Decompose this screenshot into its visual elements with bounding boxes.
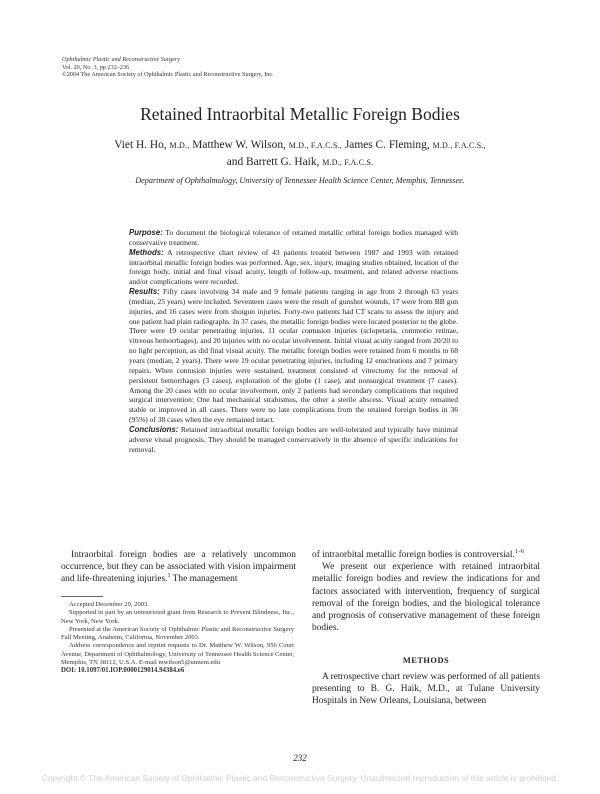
- intro-text: Intraorbital foreign bodies are a relatively uncommon occurrence, but they can be associated with vision impairment and life-threatening injuries.: [61, 550, 296, 585]
- footnote-doi: DOI: 10.1097/01.IOP.0000129014.94384.e6: [61, 667, 185, 675]
- author-degree: M.D., F.A.C.S.: [322, 158, 374, 167]
- results-label: Results:: [129, 287, 160, 297]
- conclusions-label: Conclusions:: [129, 424, 179, 434]
- footnote-presented: Presented at the American Society of Ophthalmic Plastic and Reconstructive Surgery Fall Meeting, Anaheim, California, November 2003.: [61, 625, 294, 642]
- footnote-accepted: Accepted December 29, 2003.: [69, 601, 150, 608]
- abstract: [119, 228, 458, 454]
- results-text: Fifty cases involving 34 male and 9 female patients ranging in age from 2 through 63 years (median, 25 years) were included. Seventeen cases were the result of gunshot wounds, 17 were from BB gun injuries, and 16 cases were from shotgun injuries. Forty-two patients had CT scans to assess the injury and one patient had plain radiographs. In 37 cases, the metallic foreign bodies were located posterior to the globe. There were 19 ocular penetrating injuries, 11 ocular contusion injuries (sclopetaria, commotio retinae, vitreous hemorrhages), and 20 injuries with no ocular involvement. Initial visual acuity ranged from 20/20 to no light perception, as did final visual acuity. The metallic foreign bodies were retained from 6 months to 68 years (median, 2 years). There were 19 ocular penetrating injuries, including 12 enucleations and 7 primary repairs. When contusion injuries were sustained, treatment consisted of vitrectomy for the removal of persistent hemorrhages (3 cases), exploration of the globe (1 case), and nonsurgical treatment (7 cases). Among the 20 cases with no ocular involvement, only 2 patients had secondary complications that required surgical intervention: One had mechanical strabismus, the other a sterile abscess. Visual acuity remained stable or improved in all cases. There were no late complications from the retained foreign bodies in 36 (95%) of 38 cases when the eye remained intact.: [129, 287, 459, 425]
- abstract-purpose: [119, 228, 458, 248]
- article-title: Retained Intraorbital Metallic Foreign Bodies: [140, 104, 460, 124]
- author-name: and Barrett G. Haik,: [226, 156, 320, 168]
- journal-header: [62, 56, 362, 79]
- affiliation: Department of Ophthalmology, University of Tennessee Health Science Center, Memphis, Tennessee.: [135, 176, 465, 185]
- purpose-text: To document the biological tolerance of retained metallic orbital foreign bodies managed with conservative treatment.: [129, 228, 458, 247]
- intro-left-column: [61, 549, 296, 586]
- author-degree: M.D., F.A.C.S.,: [432, 141, 486, 150]
- intro-paragraph-2: We present our experience with retained intraorbital metallic foreign bodies and review the indications for and factors associated with intervention, frequency of surgical removal of the foreign bodies, and the biological tolerance and prognosis of conservative management of these foreign bodies.: [312, 562, 540, 634]
- purpose-label: Purpose:: [129, 228, 163, 237]
- intro-continued-text: of intraorbital metallic foreign bodies is controversial.: [312, 550, 515, 560]
- methods-text: A retrospective chart review of 43 patients treated between 1987 and 1993 with retained intraorbital metallic foreign bodies was performed. Age, sex, injury, imaging studies obtained, location of the foreign body, initial and final visual acuity, length of follow-up, treatment, and related adverse reactions and/or complications were recorded.: [129, 247, 459, 287]
- intro-continuation: [312, 549, 540, 561]
- abstract-results: [119, 287, 458, 425]
- intro-right-column: [312, 549, 540, 634]
- footnote-support: Supported in part by an unrestricted grant from Research to Prevent Blindness, Inc., New York, New York.: [61, 609, 294, 625]
- author-degree: M.D., F.A.C.S.,: [288, 141, 343, 150]
- citation-superscript: 1: [167, 573, 171, 580]
- author-name: Matthew W. Wilson,: [192, 139, 286, 151]
- author-name: James C. Fleming,: [344, 139, 430, 151]
- copyright-watermark: Copyright © The American Society of Ophthalmic Plastic and Reconstructive Surgery. Unauthorized reproduction of this article is prohibited.: [41, 773, 559, 783]
- conclusions-text: Retained intraorbital metallic foreign bodies are well-tolerated and typically have minimal adverse visual prognosis. They should be managed conservatively in the absence of specific indications for removal.: [129, 424, 459, 454]
- journal-volume: Vol. 20, No. 3, pp 232–236: [62, 63, 130, 71]
- methods-column: [312, 671, 540, 708]
- methods-label: Methods:: [129, 247, 164, 257]
- methods-paragraph: A retrospective chart review was performed of all patients presenting to B. G. Haik, M.D., at Tulane University Hospitals in New Orleans, Louisiana, between: [312, 672, 540, 707]
- author-degree: M.D.,: [169, 141, 190, 150]
- page-number: 232: [293, 753, 307, 763]
- abstract-conclusions: [119, 425, 458, 455]
- author-list: [60, 137, 540, 171]
- methods-heading: METHODS: [402, 656, 450, 665]
- footnotes: [61, 601, 294, 676]
- intro-paragraph: [61, 549, 296, 586]
- journal-name: Ophthalmic Plastic and Reconstructive Surgery: [62, 56, 180, 63]
- footnote-divider: [61, 596, 103, 597]
- footnote-address: Address correspondence and reprint requests to Dr. Matthew W. Wilson, 956 Court Avenue, Department of Ophthalmology, University of Tennessee Health Science Center, Memphis, TN 38112, U.S.A. E-mail mwilson5@utmem.edu: [61, 642, 294, 667]
- journal-copyright: ©2004 The American Society of Ophthalmic Plastic and Reconstructive Surgery, Inc.: [62, 71, 274, 79]
- abstract-methods: [119, 248, 458, 287]
- intro-tail: The management: [170, 574, 238, 585]
- author-name: Viet H. Ho,: [114, 139, 167, 151]
- citation-superscript: 1–6: [514, 548, 524, 555]
